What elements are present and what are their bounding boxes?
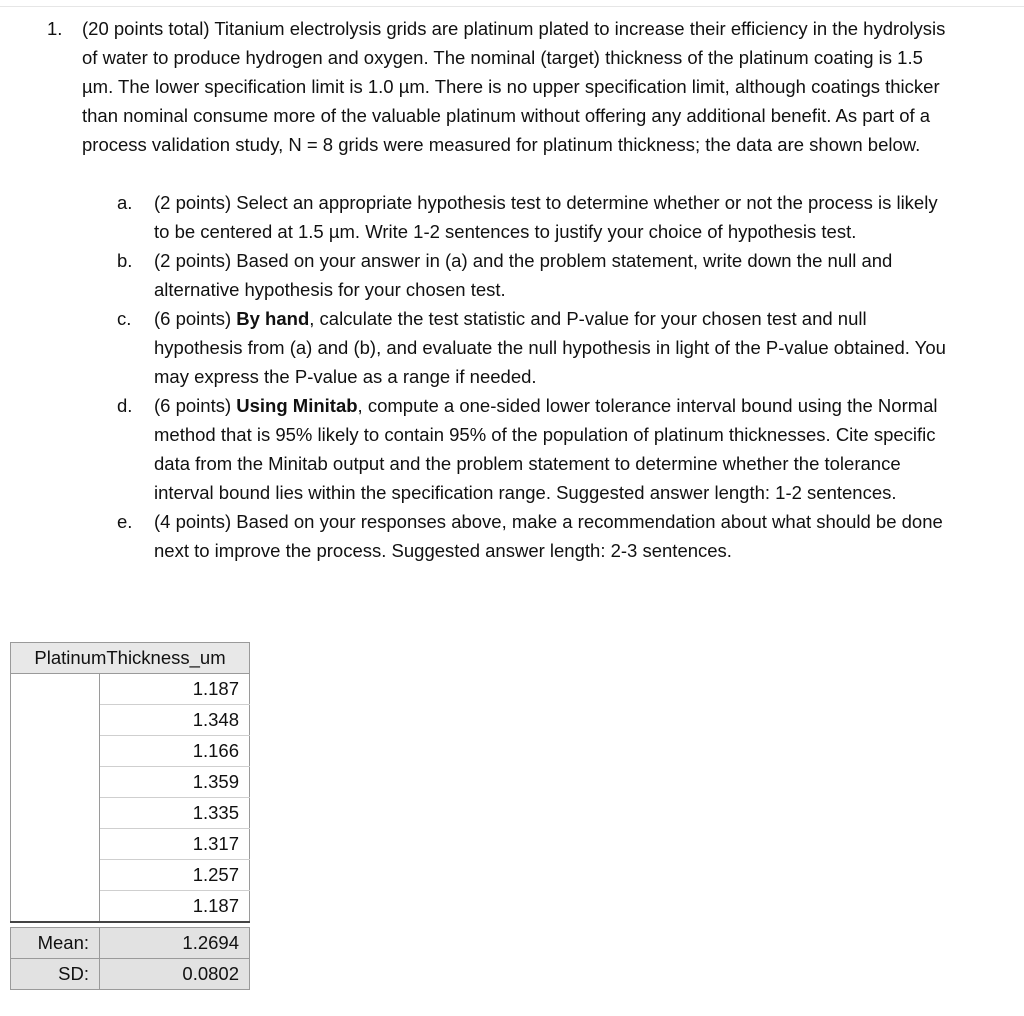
table-cell: 1.317 [100, 829, 250, 860]
part-letter: c. [117, 308, 132, 329]
table-row [11, 767, 250, 798]
mean-label: Mean: [11, 928, 100, 959]
part-d [47, 391, 952, 507]
table-row [11, 674, 250, 705]
table-cell: 1.166 [100, 736, 250, 767]
table-header-row [11, 643, 250, 674]
table-row [11, 829, 250, 860]
part-text-bold: By hand [236, 308, 310, 329]
table-cell: 1.257 [100, 860, 250, 891]
part-a [47, 188, 952, 246]
part-letter: d. [117, 395, 133, 416]
top-divider [0, 6, 1024, 7]
part-text-post: , calculate the test statistic and P-value for your chosen test and null hypothesis from (a) and (b), and evaluate the null hypothesis in light of the P-value obtained. You may express the P-value as a range if needed. [154, 308, 946, 387]
table-cell: 1.187 [100, 674, 250, 705]
part-text: (2 points) Based on your answer in (a) and the problem statement, write down the null and alternative hypothesis for your chosen test. [154, 250, 893, 300]
table-cell: 1.348 [100, 705, 250, 736]
thickness-table [10, 642, 250, 990]
data-table [10, 642, 250, 990]
parts-list [47, 188, 952, 565]
part-text: (2 points) Select an appropriate hypothesis test to determine whether or not the process is likely to be centered at 1.5 µm. Write 1-2 sentences to justify your choice of hypothesis test. [154, 192, 938, 242]
sd-row [11, 959, 250, 990]
part-letter: e. [117, 511, 133, 532]
table-row [11, 798, 250, 829]
part-c [47, 304, 952, 391]
mean-row [11, 928, 250, 959]
sd-value: 0.0802 [100, 959, 250, 990]
sd-label: SD: [11, 959, 100, 990]
table-cell: 1.187 [100, 891, 250, 923]
table-row [11, 860, 250, 891]
question-parts [47, 188, 952, 565]
part-text: (4 points) Based on your responses above, make a recommendation about what should be done next to improve the process. Suggested answer length: 2-3 sentences. [154, 511, 943, 561]
part-e [47, 507, 952, 565]
part-b [47, 246, 952, 304]
part-text-bold: Using Minitab [236, 395, 358, 416]
question-1 [47, 14, 952, 159]
table-row [11, 705, 250, 736]
part-letter: a. [117, 192, 133, 213]
part-text-post: , compute a one-sided lower tolerance interval bound using the Normal method that is 95% likely to contain 95% of the population of platinum thicknesses. Cite specific data from the Minitab output and the problem statement to determine whether the tolerance interval bound lies within the specification range. Suggested answer length: 1-2 sentences. [154, 395, 938, 503]
column-header: PlatinumThickness_um [11, 643, 250, 674]
question-intro: (20 points total) Titanium electrolysis grids are platinum plated to increase their efficiency in the hydrolysis of water to produce hydrogen and oxygen. The nominal (target) thickness of the platinum coating is 1.5 µm. The lower specification limit is 1.0 µm. There is no upper specification limit, although coatings thicker than nominal consume more of the valuable platinum without offering any additional benefit. As part of a process validation study, N = 8 grids were measured for platinum thickness; the data are shown below. [82, 18, 946, 155]
part-text-pre: (6 points) [154, 308, 237, 329]
table-cell: 1.359 [100, 767, 250, 798]
table-row [11, 736, 250, 767]
table-cell: 1.335 [100, 798, 250, 829]
part-letter: b. [117, 250, 133, 271]
mean-value: 1.2694 [100, 928, 250, 959]
table-row [11, 891, 250, 923]
question-number: 1. [47, 18, 63, 39]
part-text-pre: (6 points) [154, 395, 237, 416]
